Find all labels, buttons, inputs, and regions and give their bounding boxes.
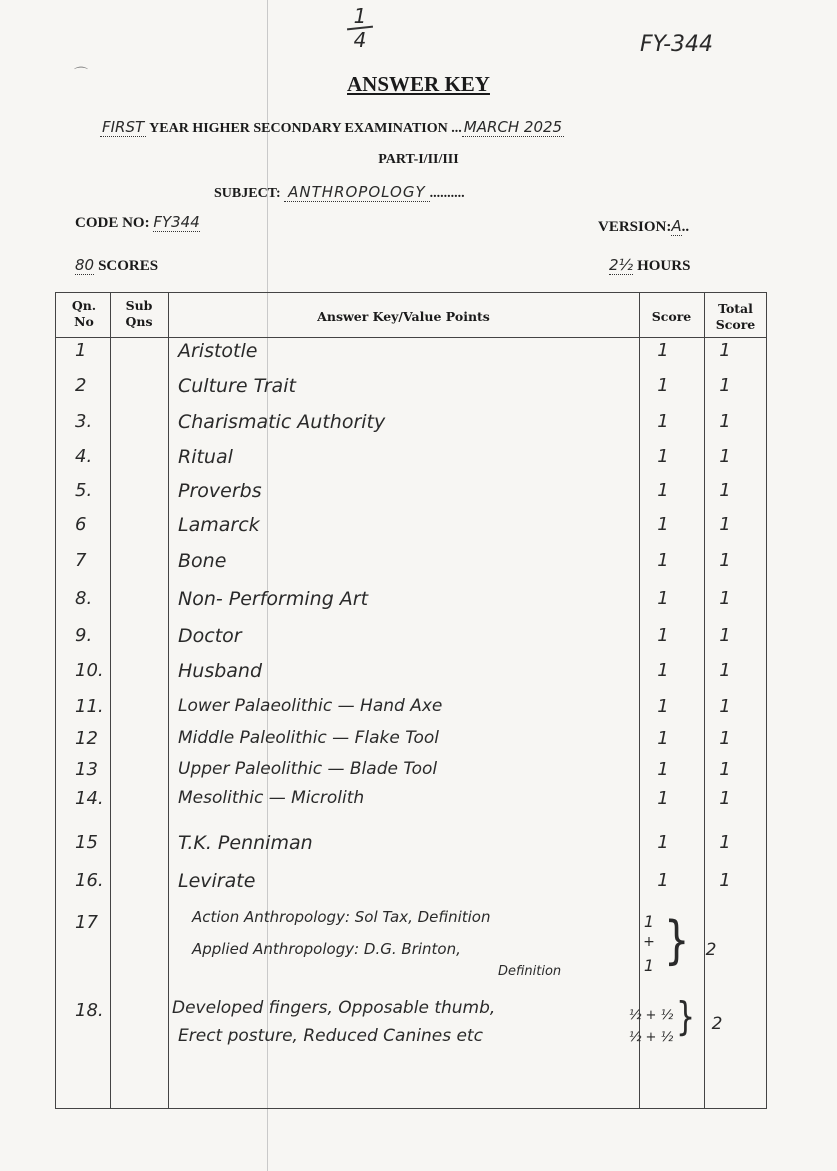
row-answer: T.K. Penniman <box>178 832 313 854</box>
row-total: 1 <box>719 550 731 571</box>
row-answer: Non- Performing Art <box>178 588 369 610</box>
code-value: FY344 <box>153 213 200 231</box>
q18-line-1: Developed fingers, Opposable thumb, <box>172 998 496 1018</box>
row-score: 1 <box>657 411 669 432</box>
row-number: 5. <box>75 480 93 501</box>
q17-total: 2 <box>705 940 717 960</box>
row-answer: Ritual <box>178 446 233 468</box>
row-answer: Mesolithic — Microlith <box>178 788 365 808</box>
row-number: 2 <box>75 375 87 396</box>
col-header-score: Score <box>651 309 692 324</box>
row-answer: Bone <box>178 550 227 572</box>
row-number: 9. <box>75 625 93 646</box>
row-answer: Doctor <box>178 625 242 647</box>
row-total: 1 <box>719 514 731 535</box>
row-answer: Culture Trait <box>178 375 296 397</box>
hours-label: HOURS <box>637 258 691 274</box>
row-score: 1 <box>657 728 669 749</box>
q17-line-2: Applied Anthropology: D.G. Brinton, <box>192 940 461 958</box>
row-score: 1 <box>657 550 669 571</box>
subject-label: SUBJECT: <box>214 186 281 201</box>
row-number: 1 <box>75 340 87 361</box>
q17-line-3: Definition <box>498 964 562 979</box>
table-divider <box>704 292 705 1109</box>
row-total: 1 <box>719 660 731 681</box>
row-score: 1 <box>657 832 669 853</box>
row-number: 3. <box>75 411 93 432</box>
row-number: 7 <box>75 550 87 571</box>
row-number: 11. <box>75 696 104 717</box>
exam-date: MARCH 2025 <box>463 118 563 136</box>
fraction-numerator: 1 <box>353 4 367 28</box>
row-answer: Husband <box>178 660 263 682</box>
row-score: 1 <box>657 514 669 535</box>
punch-mark: ⌒ <box>74 67 88 83</box>
row-answer: Middle Paleolithic — Flake Tool <box>178 728 440 748</box>
table-divider <box>639 292 640 1109</box>
q18-score-2: ½ + ½ <box>628 1030 674 1045</box>
row-number: 14. <box>75 788 104 809</box>
row-answer: Proverbs <box>178 480 262 502</box>
row-score: 1 <box>657 788 669 809</box>
reference-code: FY-344 <box>640 32 713 57</box>
row-total: 1 <box>719 446 731 467</box>
row-total: 1 <box>719 588 731 609</box>
row-answer: Levirate <box>178 870 256 892</box>
row-number: 16. <box>75 870 104 891</box>
row-score: 1 <box>657 375 669 396</box>
row-number: 10. <box>75 660 104 681</box>
row-score: 1 <box>657 340 669 361</box>
subject-value: ANTHROPOLOGY <box>284 183 430 202</box>
q18-brace: } <box>676 994 696 1041</box>
row-score: 1 <box>657 870 669 891</box>
hours-line <box>609 256 690 275</box>
row-score: 1 <box>657 588 669 609</box>
q17-line-1: Action Anthropology: Sol Tax, Definition <box>192 908 491 926</box>
page-fraction <box>345 6 375 50</box>
row-answer: Aristotle <box>178 340 258 362</box>
row-number: 8. <box>75 588 93 609</box>
row-score: 1 <box>657 759 669 780</box>
exam-year-prefix: FIRST <box>102 118 145 136</box>
version-label: VERSION: <box>598 219 672 235</box>
col-header-qn: Qn. No <box>71 298 97 329</box>
row-score: 1 <box>657 625 669 646</box>
scores-label: SCORES <box>98 258 159 274</box>
row-answer: Upper Paleolithic — Blade Tool <box>178 759 438 779</box>
part-label: PART-I/II/III <box>378 152 459 167</box>
table-divider <box>168 292 169 1109</box>
subject-line: SUBJECT: ANTHROPOLOGY .......... <box>214 183 465 201</box>
exam-text: YEAR HIGHER SECONDARY EXAMINATION <box>149 121 448 136</box>
row-score: 1 <box>657 660 669 681</box>
row-number: 15 <box>75 832 98 853</box>
row-total: 1 <box>719 480 731 501</box>
page-title: ANSWER KEY <box>347 72 490 96</box>
q18-total: 2 <box>711 1014 723 1034</box>
q17-score-2: 1 <box>643 956 655 975</box>
q17-number: 17 <box>75 912 98 933</box>
row-score: 1 <box>657 696 669 717</box>
code-line <box>75 213 200 232</box>
scores-value: 80 <box>75 256 95 274</box>
q18-score-1: ½ + ½ <box>628 1008 674 1023</box>
row-total: 1 <box>719 625 731 646</box>
table-header-divider <box>55 337 767 338</box>
q18-line-2: Erect posture, Reduced Canines etc <box>178 1026 483 1046</box>
q18-number: 18. <box>75 1000 104 1021</box>
q17-brace: } <box>664 911 690 971</box>
exam-line: FIRST YEAR HIGHER SECONDARY EXAMINATION ... MARCH 2025 <box>102 118 563 136</box>
q17-score-1: 1 <box>643 912 655 931</box>
row-total: 1 <box>719 696 731 717</box>
scores-line <box>75 256 158 275</box>
col-header-sub: Sub Qns <box>125 298 153 329</box>
q17-plus: + <box>643 934 655 950</box>
row-number: 13 <box>75 759 98 780</box>
row-answer: Charismatic Authority <box>178 411 386 433</box>
code-label: CODE NO: <box>75 215 150 231</box>
row-total: 1 <box>719 832 731 853</box>
row-total: 1 <box>719 340 731 361</box>
row-total: 1 <box>719 728 731 749</box>
col-header-total: Total Score <box>715 301 756 332</box>
row-total: 1 <box>719 788 731 809</box>
row-score: 1 <box>657 446 669 467</box>
col-header-answer: Answer Key/Value Points <box>317 309 490 324</box>
row-score: 1 <box>657 480 669 501</box>
row-total: 1 <box>719 759 731 780</box>
version-value: A <box>671 217 682 235</box>
row-number: 6 <box>75 514 87 535</box>
hours-value: 2½ <box>609 256 634 274</box>
row-total: 1 <box>719 870 731 891</box>
row-total: 1 <box>719 375 731 396</box>
row-number: 12 <box>75 728 98 749</box>
row-total: 1 <box>719 411 731 432</box>
version-line: VERSION:A.. <box>598 217 690 235</box>
row-number: 4. <box>75 446 93 467</box>
fraction-denominator: 4 <box>353 28 367 52</box>
row-answer: Lower Palaeolithic — Hand Axe <box>178 696 443 716</box>
row-answer: Lamarck <box>178 514 260 536</box>
